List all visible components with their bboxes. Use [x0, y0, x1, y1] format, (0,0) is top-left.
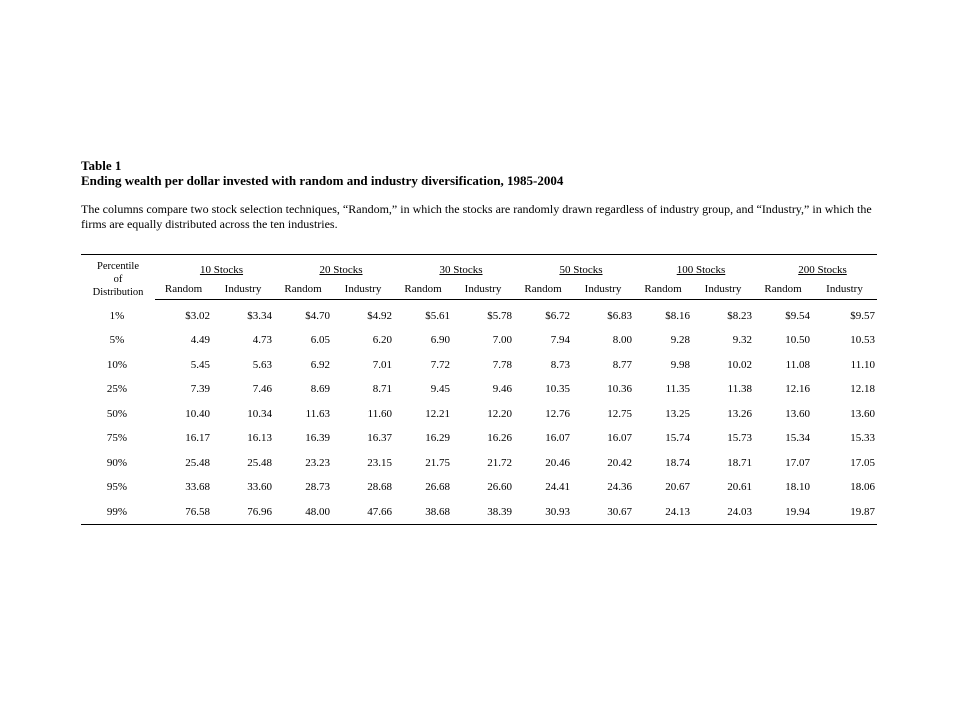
- industry-value-cell: 18.71: [727, 456, 752, 469]
- industry-value-cell: 12.18: [850, 383, 875, 396]
- random-value-cell: 6.92: [310, 358, 330, 371]
- industry-value-cell: 33.60: [247, 481, 272, 494]
- random-value-cell: 10.35: [545, 383, 570, 396]
- random-value-cell: 4.49: [190, 334, 210, 347]
- random-value-cell: 9.28: [670, 334, 690, 347]
- industry-value-cell: 16.26: [487, 432, 512, 445]
- random-value-cell: 24.41: [545, 481, 570, 494]
- results-table: [81, 254, 877, 525]
- random-value-cell: 13.25: [665, 407, 690, 420]
- subheader-random: Random: [155, 276, 212, 299]
- industry-value-cell: 16.37: [367, 432, 392, 445]
- industry-value-cell: 10.02: [727, 358, 752, 371]
- random-value-cell: 7.72: [430, 358, 450, 371]
- subheader-random: Random: [514, 276, 572, 299]
- industry-value-cell: 7.00: [492, 334, 512, 347]
- random-value-cell: 8.69: [310, 383, 330, 396]
- random-value-cell: 23.23: [305, 456, 330, 469]
- percentile-cell: 50%: [106, 407, 128, 420]
- percentile-header-line: Distribution: [92, 287, 144, 298]
- random-value-cell: 7.39: [190, 383, 210, 396]
- random-value-cell: 15.34: [785, 432, 810, 445]
- group-header-200-stocks: 200 Stocks: [754, 255, 877, 277]
- percentile-cell: 95%: [106, 481, 128, 494]
- industry-value-cell: 25.48: [247, 456, 272, 469]
- industry-value-cell: 28.68: [367, 481, 392, 494]
- industry-value-cell: 13.26: [727, 407, 752, 420]
- subheader-random: Random: [274, 276, 332, 299]
- subheader-industry: Industry: [692, 276, 754, 299]
- industry-value-cell: 13.60: [850, 407, 875, 420]
- industry-value-cell: 76.96: [212, 500, 274, 525]
- percentile-cell: 10%: [106, 358, 128, 371]
- random-value-cell: 13.60: [785, 407, 810, 420]
- industry-value-cell: 18.06: [850, 481, 875, 494]
- random-value-cell: 21.75: [425, 456, 450, 469]
- random-value-cell: 76.58: [155, 500, 212, 525]
- random-value-cell: 5.45: [190, 358, 210, 371]
- industry-value-cell: 10.36: [607, 383, 632, 396]
- table-row: [81, 377, 877, 402]
- random-value-cell: 9.98: [670, 358, 690, 371]
- random-value-cell: 6.05: [310, 334, 330, 347]
- table-row: [81, 475, 877, 500]
- industry-value-cell: 9.32: [732, 334, 752, 347]
- random-value-cell: 11.63: [305, 407, 330, 420]
- subheader-random: Random: [394, 276, 452, 299]
- percentile-header: [81, 255, 155, 300]
- industry-value-cell: 17.05: [850, 456, 875, 469]
- random-value-cell: 6.90: [430, 334, 450, 347]
- industry-value-cell: 7.01: [372, 358, 392, 371]
- random-value-cell: 20.46: [545, 456, 570, 469]
- industry-value-cell: 23.15: [367, 456, 392, 469]
- industry-value-cell: 24.03: [692, 500, 754, 525]
- random-value-cell: 16.07: [545, 432, 570, 445]
- random-value-cell: 26.68: [425, 481, 450, 494]
- subheader-random: Random: [754, 276, 812, 299]
- table-note: The columns compare two stock selection techniques, “Random,” in which the stocks are randomly drawn regardless of industry group, and “Industry,” in which the firms are equally distributed across the ten industries.: [81, 202, 872, 231]
- percentile-header-line: Percentile: [97, 261, 139, 272]
- group-header-50-stocks: 50 Stocks: [514, 255, 634, 277]
- industry-value-cell: $9.57: [850, 309, 875, 322]
- random-value-cell: 18.10: [785, 481, 810, 494]
- industry-value-cell: $8.23: [727, 309, 752, 322]
- random-value-cell: 9.45: [430, 383, 450, 396]
- industry-value-cell: 15.73: [727, 432, 752, 445]
- percentile-header-line: of: [113, 274, 123, 285]
- industry-value-cell: 19.87: [812, 500, 877, 525]
- table-subtitle: Ending wealth per dollar invested with random and industry diversification, 1985-2004: [81, 173, 564, 188]
- table-row: [81, 353, 877, 378]
- industry-value-cell: 9.46: [492, 383, 512, 396]
- random-value-cell: $4.70: [305, 309, 330, 322]
- random-value-cell: $8.16: [665, 309, 690, 322]
- industry-value-cell: 7.78: [492, 358, 512, 371]
- random-value-cell: 11.08: [785, 358, 810, 371]
- random-value-cell: $9.54: [785, 309, 810, 322]
- random-value-cell: 24.13: [634, 500, 692, 525]
- random-value-cell: 48.00: [274, 500, 332, 525]
- industry-value-cell: 30.67: [572, 500, 634, 525]
- percentile-cell: 99%: [81, 500, 155, 525]
- industry-value-cell: 8.77: [612, 358, 632, 371]
- industry-value-cell: 4.73: [252, 334, 272, 347]
- random-value-cell: 7.94: [550, 334, 570, 347]
- industry-value-cell: $4.92: [367, 309, 392, 322]
- table-row: [81, 500, 877, 525]
- subheader-industry: Industry: [812, 276, 877, 299]
- group-header-100-stocks: 100 Stocks: [634, 255, 754, 277]
- random-value-cell: 33.68: [185, 481, 210, 494]
- random-value-cell: 8.73: [550, 358, 570, 371]
- random-value-cell: 12.21: [425, 407, 450, 420]
- subheader-industry: Industry: [452, 276, 514, 299]
- random-value-cell: 12.16: [785, 383, 810, 396]
- table-row: [81, 402, 877, 427]
- random-value-cell: 10.40: [185, 407, 210, 420]
- table-row: [81, 426, 877, 451]
- document-header: [81, 158, 877, 232]
- industry-value-cell: 24.36: [607, 481, 632, 494]
- random-value-cell: 10.50: [785, 334, 810, 347]
- industry-value-cell: 11.60: [367, 407, 392, 420]
- group-header-row: [81, 255, 877, 277]
- random-value-cell: 11.35: [665, 383, 690, 396]
- industry-value-cell: 8.00: [612, 334, 632, 347]
- table-body: [81, 299, 877, 525]
- subheader-industry: Industry: [572, 276, 634, 299]
- random-value-cell: 15.74: [665, 432, 690, 445]
- subheader-industry: Industry: [212, 276, 274, 299]
- random-value-cell: 25.48: [185, 456, 210, 469]
- industry-value-cell: 15.33: [850, 432, 875, 445]
- industry-value-cell: $5.78: [487, 309, 512, 322]
- random-value-cell: 17.07: [785, 456, 810, 469]
- industry-value-cell: 10.34: [247, 407, 272, 420]
- random-value-cell: $6.72: [545, 309, 570, 322]
- industry-value-cell: 11.10: [850, 358, 875, 371]
- random-value-cell: 38.68: [394, 500, 452, 525]
- random-value-cell: 16.29: [425, 432, 450, 445]
- industry-value-cell: 38.39: [452, 500, 514, 525]
- random-value-cell: 16.39: [305, 432, 330, 445]
- industry-value-cell: 12.20: [487, 407, 512, 420]
- percentile-cell: 90%: [106, 456, 128, 469]
- industry-value-cell: 21.72: [487, 456, 512, 469]
- table-title: Table 1: [81, 158, 122, 173]
- random-value-cell: 16.17: [185, 432, 210, 445]
- table-row: [81, 299, 877, 328]
- subheader-row: [81, 276, 877, 299]
- industry-value-cell: 5.63: [252, 358, 272, 371]
- industry-value-cell: 20.42: [607, 456, 632, 469]
- random-value-cell: 18.74: [665, 456, 690, 469]
- percentile-cell: 25%: [106, 383, 128, 396]
- random-value-cell: 20.67: [665, 481, 690, 494]
- industry-value-cell: 26.60: [487, 481, 512, 494]
- industry-value-cell: 47.66: [332, 500, 394, 525]
- industry-value-cell: 8.71: [372, 383, 392, 396]
- random-value-cell: 30.93: [514, 500, 572, 525]
- industry-value-cell: 16.07: [607, 432, 632, 445]
- industry-value-cell: 7.46: [252, 383, 272, 396]
- subheader-industry: Industry: [332, 276, 394, 299]
- percentile-cell: 75%: [106, 432, 128, 445]
- industry-value-cell: 16.13: [247, 432, 272, 445]
- group-header-20-stocks: 20 Stocks: [274, 255, 394, 277]
- table-row: [81, 451, 877, 476]
- industry-value-cell: 10.53: [850, 334, 875, 347]
- subheader-random: Random: [634, 276, 692, 299]
- random-value-cell: $5.61: [425, 309, 450, 322]
- industry-value-cell: 12.75: [607, 407, 632, 420]
- percentile-cell: 1%: [109, 309, 125, 322]
- random-value-cell: 28.73: [305, 481, 330, 494]
- industry-value-cell: $3.34: [247, 309, 272, 322]
- percentile-cell: 5%: [109, 334, 125, 347]
- table-row: [81, 328, 877, 353]
- industry-value-cell: 20.61: [727, 481, 752, 494]
- group-header-30-stocks: 30 Stocks: [394, 255, 514, 277]
- group-header-10-stocks: 10 Stocks: [155, 255, 274, 277]
- random-value-cell: 19.94: [754, 500, 812, 525]
- industry-value-cell: 6.20: [372, 334, 392, 347]
- industry-value-cell: 11.38: [727, 383, 752, 396]
- industry-value-cell: $6.83: [607, 309, 632, 322]
- random-value-cell: $3.02: [185, 309, 210, 322]
- random-value-cell: 12.76: [545, 407, 570, 420]
